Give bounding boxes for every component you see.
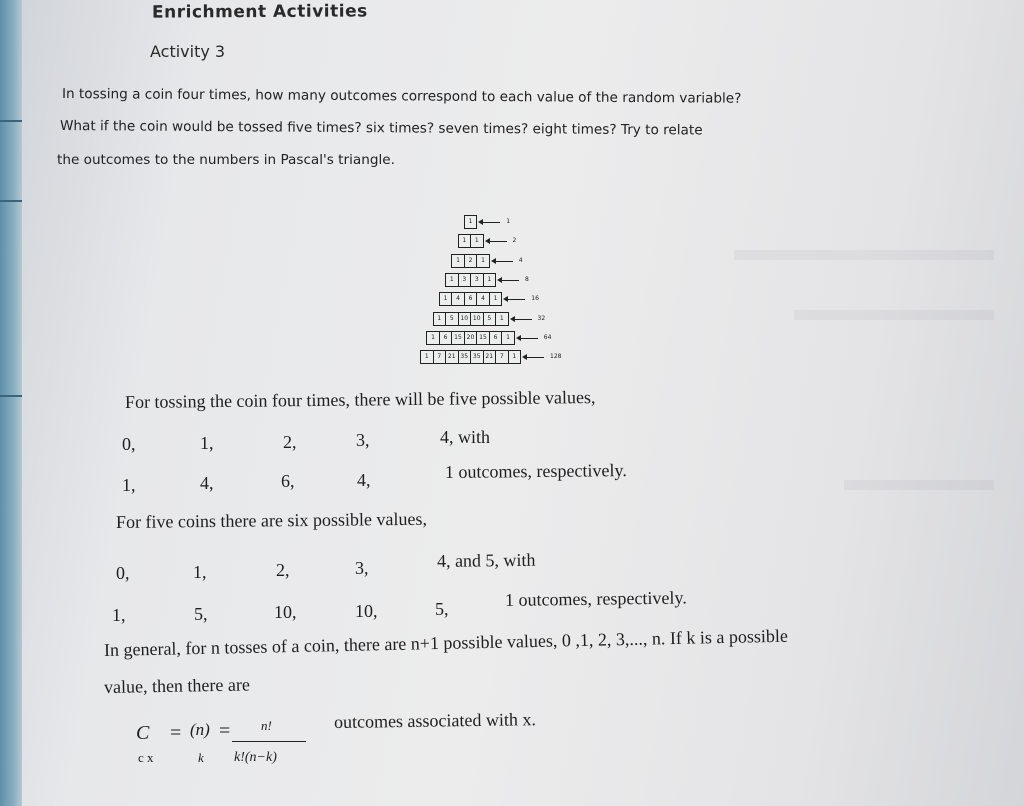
pascal-cell: 6 — [439, 331, 453, 345]
formula-fraction-bar — [232, 741, 306, 742]
pascal-cell: 1 — [420, 350, 434, 364]
formula-subscript: c x — [138, 750, 154, 765]
formula-denominator: k!(n−k) — [234, 750, 277, 765]
row-sum-label: 64 — [543, 333, 552, 341]
row-sum-arrow — [482, 222, 500, 223]
four-outcome-0: 1, — [122, 475, 136, 495]
formula-k: k — [198, 750, 204, 765]
page-edge-tick — [0, 395, 22, 397]
intro-line-3: the outcomes to the numbers in Pascal's triangle. — [57, 152, 395, 168]
pascal-cell: 1 — [445, 273, 459, 287]
pascal-cell: 2 — [464, 254, 478, 268]
pascal-cell: 1 — [495, 312, 509, 326]
pascal-cell: 6 — [464, 292, 478, 306]
pascal-cell: 1 — [483, 273, 497, 287]
pascal-cell: 1 — [489, 292, 503, 306]
pascal-cell: 5 — [445, 312, 459, 326]
pascal-cell: 5 — [483, 312, 497, 326]
four-value-2: 2, — [283, 432, 297, 452]
row-sum-label: 8 — [525, 275, 529, 283]
row-sum-arrow — [526, 357, 544, 358]
pascal-cell: 4 — [476, 292, 490, 306]
pascal-cell: 10 — [470, 312, 484, 326]
four-outcome-3: 4, — [357, 470, 371, 490]
five-outcome-3: 10, — [355, 601, 378, 621]
five-outcome-0: 1, — [112, 605, 126, 625]
pascal-cell: 21 — [445, 350, 459, 364]
combination-formula — [128, 712, 328, 772]
row-sum-arrow — [520, 338, 538, 339]
pascal-cell: 1 — [439, 292, 453, 306]
five-value-4: 4, and 5, with — [436, 549, 536, 571]
five-outcome-1: 5, — [194, 604, 208, 624]
five-outcome-5: 1 outcomes, respectively. — [504, 587, 687, 610]
row-sum-arrow — [495, 261, 513, 262]
bleed-through-mark — [734, 250, 994, 260]
five-value-1: 1, — [193, 562, 207, 582]
row-sum-label: 4 — [518, 256, 523, 264]
five-coins-sentence: For five coins there are six possible values, — [115, 508, 428, 532]
pascal-cell: 15 — [451, 331, 465, 345]
pascal-cell: 10 — [458, 312, 472, 326]
pascal-cell: 1 — [451, 254, 465, 268]
formula-equals-1: = — [170, 722, 182, 744]
row-sum-arrow — [507, 299, 525, 300]
bleed-through-mark — [844, 480, 994, 490]
pascal-cell: 35 — [458, 350, 472, 364]
intro-line-2: What if the coin would be tossed five times? six times? seven times? eight times? Try to relate — [59, 118, 703, 139]
four-value-3: 3, — [356, 430, 370, 450]
bleed-through-mark — [794, 310, 994, 320]
four-value-4: 4, with — [440, 427, 491, 447]
pascal-cell: 1 — [476, 254, 490, 268]
pascal-cell: 1 — [433, 312, 447, 326]
pascal-cell: 1 — [508, 350, 522, 364]
four-value-0: 0, — [122, 434, 136, 454]
row-sum-label: 16 — [531, 295, 539, 303]
pascal-cell: 4 — [451, 292, 465, 306]
page-edge-tick — [0, 200, 22, 202]
general-line-2: value, then there are — [103, 674, 251, 697]
five-value-0: 0, — [116, 563, 130, 583]
formula-binomial: (n) — [190, 720, 210, 739]
pascal-cell: 1 — [464, 215, 478, 229]
page-edge-tick — [0, 120, 22, 122]
pascal-cell: 3 — [458, 273, 472, 287]
pascal-cell: 1 — [426, 331, 440, 345]
pascal-cell: 21 — [483, 350, 497, 364]
formula-equals-2: = — [219, 720, 231, 742]
general-line-1: In general, for n tosses of a coin, there are n+1 possible values, 0 ,1, 2, 3,..., n. If k is a possible — [103, 625, 789, 660]
pascal-cell: 1 — [458, 234, 472, 248]
formula-tail-text: outcomes associated with x. — [333, 709, 537, 732]
four-outcome-1: 4, — [200, 473, 214, 493]
pascal-cell: 7 — [495, 350, 509, 364]
five-value-2: 2, — [276, 560, 290, 580]
four-outcome-2: 6, — [281, 471, 295, 491]
row-sum-arrow — [514, 319, 532, 320]
intro-line-1: In tossing a coin four times, how many outcomes correspond to each value of the random variable? — [61, 86, 742, 107]
pascal-cell: 1 — [470, 234, 484, 248]
pascal-cell: 6 — [489, 331, 503, 345]
row-sum-arrow — [501, 280, 519, 281]
row-sum-label: 1 — [506, 218, 511, 225]
row-sum-label: 2 — [512, 237, 517, 245]
pascal-cell: 15 — [476, 331, 490, 345]
five-outcome-4: 5, — [435, 599, 449, 619]
row-sum-arrow — [489, 241, 507, 242]
pascal-cell: 7 — [433, 350, 447, 364]
four-tosses-sentence: For tossing the coin four times, there will be five possible values, — [124, 387, 596, 412]
row-sum-label: 32 — [537, 314, 546, 322]
formula-c: C — [136, 722, 150, 744]
row-sum-label: 128 — [550, 353, 562, 361]
pascal-cell: 20 — [464, 331, 478, 345]
pascal-cell: 1 — [501, 331, 515, 345]
activity-heading: Activity 3 — [150, 42, 226, 61]
five-value-3: 3, — [355, 558, 369, 578]
page-title: Enrichment Activities — [151, 1, 368, 23]
four-outcome-4: 1 outcomes, respectively. — [444, 460, 627, 482]
pascal-cell: 35 — [470, 350, 484, 364]
five-outcome-2: 10, — [274, 602, 297, 622]
pascal-cell: 3 — [470, 273, 484, 287]
four-value-1: 1, — [200, 433, 214, 453]
formula-numerator: n! — [261, 718, 272, 733]
pascal-triangle — [380, 212, 620, 362]
